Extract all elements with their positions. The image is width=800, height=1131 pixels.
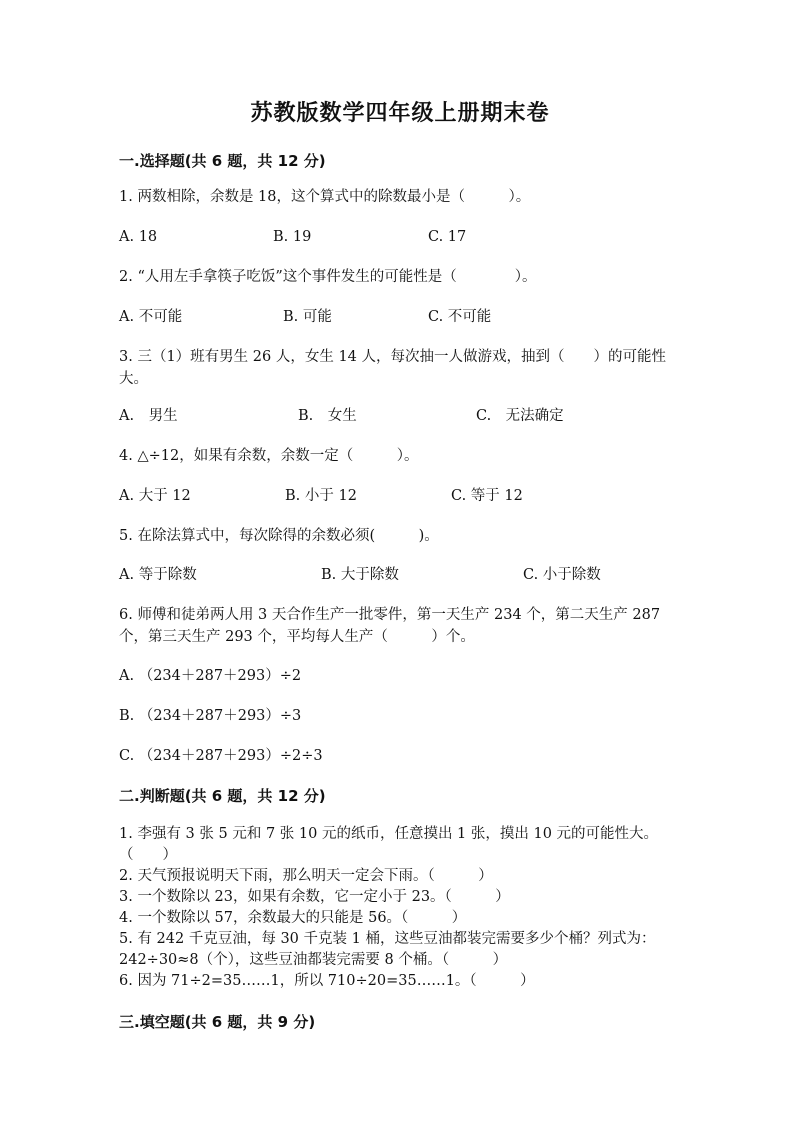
choice-option-1c: C. 17 — [428, 229, 467, 245]
choice-question-5: 5. 在除法算式中，每次除得的余数必须( )。 — [119, 528, 439, 544]
choice-question-2: 2. “人用左手拿筷子吃饭”这个事件发生的可能性是（ ）。 — [119, 269, 537, 285]
judgment-item-4: 4. 一个数除以 57，余数最大的只能是 56。（ ） — [119, 910, 467, 926]
choice-question-3: 3. 三（1）班有男生 26 人，女生 14 人，每次抽一人做游戏，抽到（ ）的可能性大。 — [119, 349, 667, 387]
judgment-item-6: 6. 因为 71÷2=35……1，所以 710÷20=35……1。（ ） — [119, 973, 535, 989]
choice-option-5a: A. 等于除数 — [119, 567, 197, 583]
choice-option-4a: A. 大于 12 — [119, 488, 191, 504]
choice-option-4c: C. 等于 12 — [451, 488, 523, 504]
choice-option-5c: C. 小于除数 — [523, 567, 601, 583]
choice-option-6c: C. （234＋287＋293）÷2÷3 — [119, 748, 323, 764]
choice-option-6b: B. （234＋287＋293）÷3 — [119, 708, 302, 724]
choice-option-2a: A. 不可能 — [119, 309, 183, 325]
section-heading-fill: 三.填空题(共 6 题，共 9 分) — [119, 1013, 316, 1031]
choice-question-1: 1. 两数相除，余数是 18，这个算式中的除数最小是（ ）。 — [119, 189, 531, 205]
section-heading-judgment: 二.判断题(共 6 题，共 12 分) — [119, 787, 326, 805]
judgment-item-3: 3. 一个数除以 23，如果有余数，它一定小于 23。（ ） — [119, 889, 510, 905]
judgment-item-2: 2. 天气预报说明天下雨，那么明天一定会下雨。（ ） — [119, 868, 493, 884]
choice-option-3b: B. 女生 — [298, 408, 357, 424]
judgment-item-1: 1. 李强有 3 张 5 元和 7 张 10 元的纸币，任意摸出 1 张，摸出 10 元的可能性大。 （ ） — [119, 826, 695, 863]
choice-option-1b: B. 19 — [273, 229, 312, 245]
choice-option-2b: B. 可能 — [283, 309, 332, 325]
judgment-item-5: 5. 有 242 千克豆油，每 30 千克装 1 桶，这些豆油都装完需要多少个桶？列式为：242÷30≈8（个），这些豆油都装完需要 8 个桶。（ ） — [119, 931, 656, 968]
choice-option-1a: A. 18 — [119, 229, 158, 245]
choice-question-4: 4. △÷12，如果有余数，余数一定（ ）。 — [119, 448, 419, 464]
choice-question-6: 6. 师傅和徒弟两人用 3 天合作生产一批零件，第一天生产 234 个，第二天生产 287 个，第三天生产 293 个，平均每人生产（ ）个。 — [119, 607, 661, 645]
choice-option-2c: C. 不可能 — [428, 309, 492, 325]
choice-option-5b: B. 大于除数 — [321, 567, 399, 583]
choice-option-6a: A. （234＋287＋293）÷2 — [119, 668, 302, 684]
section-heading-choice: 一.选择题(共 6 题，共 12 分) — [119, 152, 326, 170]
choice-option-3a: A. 男生 — [119, 408, 178, 424]
page-title: 苏教版数学四年级上册期末卷 — [250, 100, 550, 126]
choice-option-3c: C. 无法确定 — [476, 408, 564, 424]
choice-option-4b: B. 小于 12 — [285, 488, 357, 504]
